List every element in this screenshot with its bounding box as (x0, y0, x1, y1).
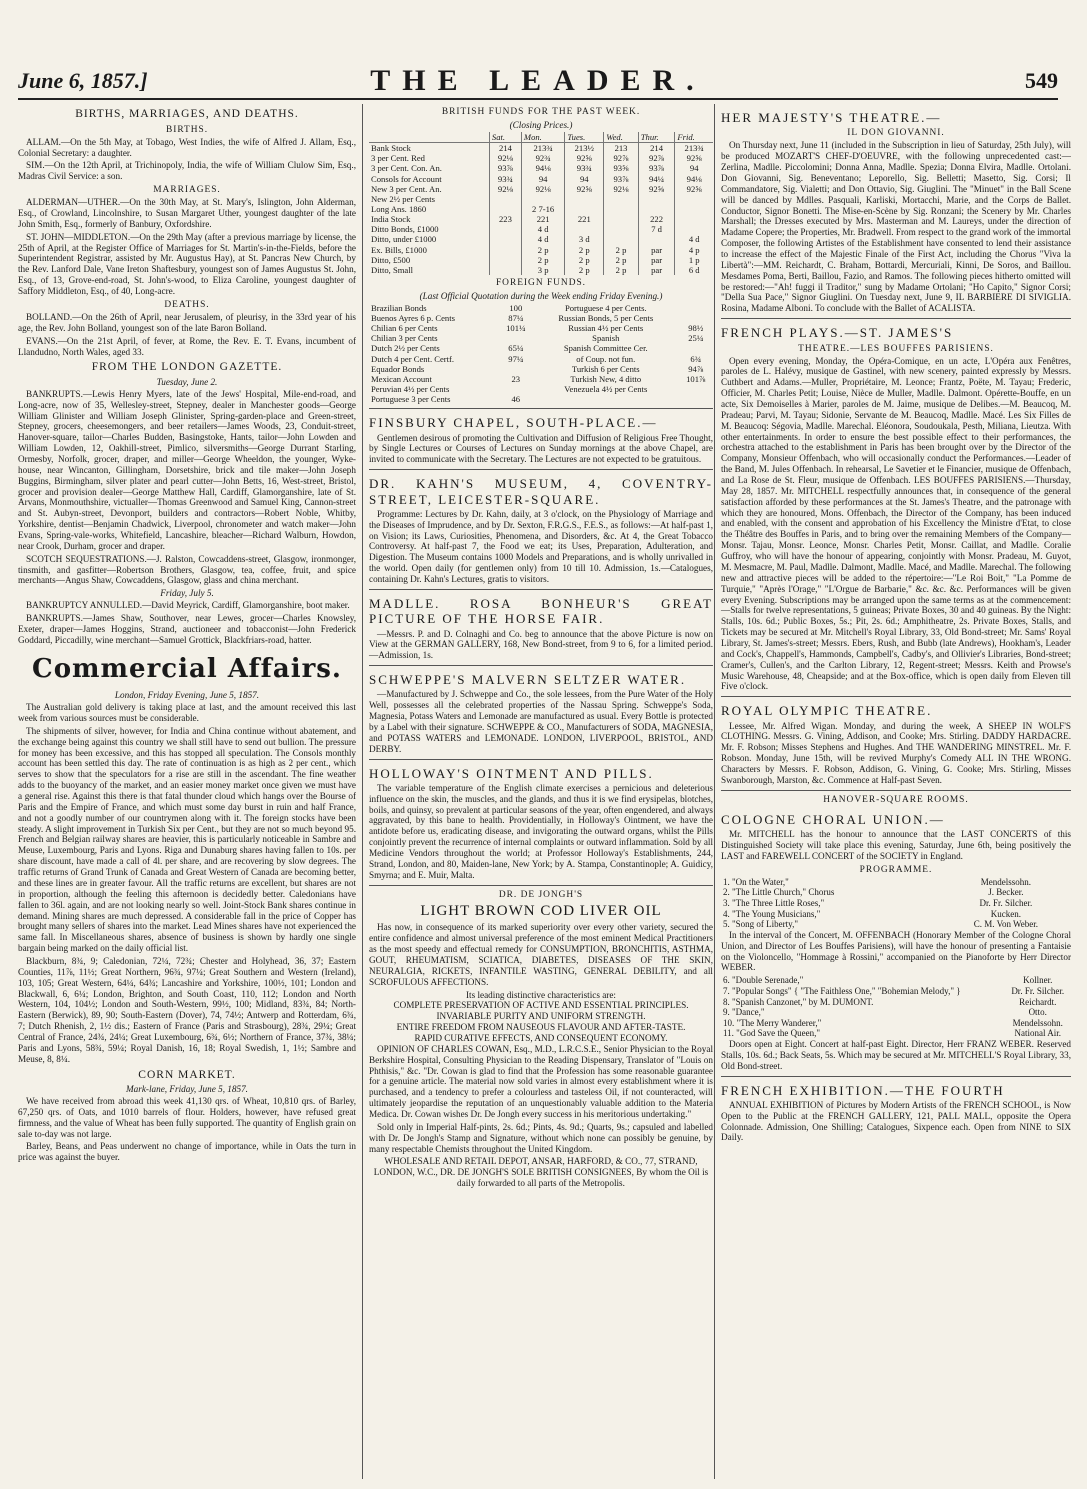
table-cell: 100 (509, 302, 523, 313)
table-cell: 11. "God Save the Queen," (723, 1028, 820, 1039)
column-1 (18, 104, 356, 1479)
divider (721, 790, 1071, 791)
table-cell: 101¼ (506, 323, 526, 334)
table-cell: Chilian 3 per Cents (371, 333, 438, 344)
table-cell: Ditto, under £1000 (371, 234, 437, 245)
table-cell (675, 214, 713, 224)
table-cell: Bank Stock (371, 143, 411, 154)
foreign-funds-row (369, 333, 713, 343)
funds-heading: BRITISH FUNDS FOR THE PAST WEEK. (441, 107, 641, 117)
table-cell (638, 234, 675, 244)
ad-pretitle: DR. DE JONGH'S (498, 889, 584, 900)
programme-table (721, 877, 1071, 930)
foreign-funds-row (369, 303, 713, 313)
table-cell: 4 p (675, 245, 713, 255)
ad-bonheur (369, 596, 713, 661)
ad-holloway (369, 766, 713, 881)
foreign-funds-row (369, 354, 713, 364)
table-cell: 92⅝ (638, 184, 675, 194)
ad-point: INVARIABLE PURITY AND UNIFORM STRENGTH. (436, 1011, 646, 1022)
table-cell: Kollner. (1023, 975, 1053, 986)
table-cell: of Coup. not fun. (576, 353, 636, 364)
death-notice: EVANS.—On the 21st April, of fever, at Rome, the Rev. E. T. Evans, incumbent of Llandudno, North Wales, aged 33. (18, 335, 356, 357)
programme-row (721, 898, 1071, 909)
table-cell: Kucken. (990, 908, 1022, 919)
table-cell: Dr. Fr. Silcher. (1011, 985, 1065, 996)
gazette-text: BANKRUPTS.—Lewis Henry Myers, late of the Jews' Hospital, Mile-end-road, and Long-acre, now of 35, Wellesley-street, Stepney, dealer in Manchester goods—George William Glinister and William Joseph Glinister, Spring-garden-place and Green-street, Stepney, grocers, cheesemongers, and beer retailers—James Woods, 23, Conduit-street, Hanover-square, tailor—Charles Budden, Basingstoke, Hants, tailor—John Lowden and William Lowden, 12, Oakhill-street, Pimlico, silversmiths—George Durrant Starling, Ormesby, Norfolk, grocer, draper, and miller—George Wheeldon, the younger, Wyke-house, near Wincanton, Gillingham, Dorsetshire, brick and tile maker—John Joseph Buggins, Birmingham, silver plater and pearl cutter—John Betts, 16, West-street, Bristol, grocer and provision dealer—George Matthew Hall, Cardiff, Glamorganshire, late of St. Arvans, Monmouthshire, victualler—Thomas Greenwood and Samuel King, Cannon-street and St. Aubyn-street, Devonport, builders and contractors—Robert Noble, Whitby, Yorkshire, dentist—Benjamin Chadwick, Liverpool, chronometer and watch maker—John Evans, Spring-vale-works, Whitefield, Lancashire, bleacher—Richard Walburn, Howdon, near Crook, Durham, grocer and draper. (18, 388, 356, 551)
divider (369, 469, 713, 470)
table-cell: Portuguese 3 per Cents (371, 394, 451, 405)
table-cell: 6. "Double Serenade," (723, 975, 804, 986)
table-cell: Ditto Bonds, £1000 (371, 224, 439, 235)
table-cell: 94⅛ (675, 174, 713, 184)
table-cell: 87¼ (508, 313, 524, 324)
table-cell (489, 194, 521, 204)
table-cell: 94 (565, 174, 604, 184)
table-cell (499, 333, 533, 343)
corn-heading: CORN MARKET. (138, 1068, 236, 1081)
divider (721, 1076, 1071, 1077)
table-cell: 2 p (565, 265, 604, 275)
table-cell: 23 (511, 373, 521, 384)
corn-paragraph: We have received from abroad this week 41,130 qrs. of Wheat, 10,810 qrs. of Barley, 67,250 qrs. of Oats, and 1010 barrels of flour. Holders, however, have refused great firmness, and the value of Wheat has been fully supported. The quantity of English grain on sale to-day was not large. (18, 1095, 356, 1139)
ad-depot: WHOLESALE AND RETAIL DEPOT, ANSAR, HARFORD, & CO., 77, STRAND, LONDON, W.C., DR. DE JONGH'S SOLE BRITISH CONSIGNEES, By whom the Oil is daily forwarded to all parts of the Metropolis. (373, 1156, 709, 1189)
table-cell (675, 194, 713, 204)
table-header: Mon. (521, 132, 564, 143)
ad-title: FRENCH EXHIBITION.—THE FOURTH (721, 1082, 1005, 1098)
british-funds-table (369, 132, 713, 275)
divider (369, 408, 713, 409)
table-cell: 92¾ (521, 153, 564, 163)
ad-title: COLOGNE CHORAL UNION.— (721, 811, 945, 827)
ad-subtitle: IL DON GIOVANNI. (847, 128, 945, 139)
table-cell: par (638, 265, 675, 275)
ad-body: Mr. MITCHELL has the honour to announce that the LAST CONCERTS of this Distinguished Society will take place this evening, Saturday, June 6th, being positively the LAST and FAREWELL CONCERT of the SOCIETY in England. (721, 829, 1071, 861)
table-cell: 221 (565, 214, 604, 224)
table-cell: 92⅛ (604, 184, 639, 194)
table-cell: Dutch 2½ per Cents (371, 343, 440, 354)
table-cell: 7. "Popular Songs" { "The Faithless One," "Bohemian Melody," } (723, 985, 961, 996)
table-cell: 3. "The Three Little Roses," (723, 898, 825, 909)
foreign-funds-heading: FOREIGN FUNDS. (495, 277, 587, 288)
table-cell (679, 394, 713, 404)
table-cell (489, 224, 521, 234)
programme-heading: PROGRAMME. (859, 864, 933, 875)
table-cell: 92⅛ (489, 184, 521, 194)
table-cell: Peruvian 4½ per Cents (371, 384, 450, 394)
ad-french-exhibition (721, 1083, 1071, 1144)
table-cell: Turkish New, 4 ditto (570, 373, 642, 384)
table-cell: Long Ans. 1860 (371, 203, 427, 214)
table-cell: 92⅞ (638, 153, 675, 163)
funds-row (369, 255, 713, 265)
divider (369, 885, 713, 886)
ad-pretitle: HANOVER-SQUARE ROOMS. (823, 794, 969, 805)
commercial-paragraph: Blackburn, 8¾, 9; Caledonian, 72¼, 72¾; Chester and Holyhead, 36, 37; Eastern Counties, 11⅞, 11½; Great Northern, 96¾, 97¼; Great Southern and Western (Ireland), 103, 105; Great Western, 64¼, 64¾; Lancashire and Yorkshire, 100½, 101; London and Blackwall, 6, 6¼; London, Brighton, and South Coast, 110, 112; London and North Western, 104, 104½; London and South-Western, 99½, 100; Midland, 83¾, 84; North-Eastern (Berwick), 89, 90; South-Eastern (Dover), 74, 74½; Antwerp and Rotterdam, 6¾, 7; Dutch Rhenish, 2, 1½ dis.; Eastern of France (Paris and Strasbourg), 28¾, 29¼; Great Central of France, 24¾, 24¼; Great Luxembourg, 6¾, 6½; Northern of France, 37¾, 38¼; Paris and Lyons, 58¾, 59¼; Royal Danish, 16, 18; Royal Swedish, 1, 1½; Sambre and Meuse, 8, 8¼. (18, 955, 356, 1064)
table-cell: Chilian 6 per Cents (371, 323, 438, 334)
table-cell: 4. "The Young Musicians," (723, 908, 821, 919)
ad-title: FRENCH PLAYS.—ST. JAMES'S (721, 325, 954, 341)
table-cell (638, 194, 675, 204)
ad-body: On Thursday next, June 11 (included in the Subscription in lieu of Saturday, 25th July), will be produced MOZART'S CHEF-D'OEUVRE, with the following unprecedented cast:—Zerlina, Madlle. Piccolomini; Donna Anna, Madlle. Spezia; Donna Elvira, Madlle. Ortolani. Don Giovanni, Sig. Beneventano; Leporello, Sig. Belletti; Masetto, Sig. Corsi; Il Commandatore, Sig. Vialetti; and Don Ottavio, Sig. Giuglini. The "Minuet" in the Ball Scene will be danced by Mdlles. Pasquali, Karliski, Mortacchi, Marie, and the Corps de Ballet. Conductor, Signor Bonetti. The Mise-en-Scène by Sig. Ronzani; the Scenery by Mr. Charles Marshall; the Dresses executed by Mrs. Masterman and M. Laureys, under the direction of Madame Copere; the Properties, Mr. Bradwell. From respect to the grand work of the immortal Composer, the following Artistes of the Establishment have consented to lend their assistance to increase the effect of the Majestic Finale of the First Act, including the Chorus "Viva la Libertà":—MM. Reichardt, C. Braham, Bottardi, Mercuriali, Kinni, De Soros, and Baillou. Mesdames Poma, Berti, Baillou, Fazio, and Ramos. The following pieces hitherto omitted will be restored:—"Ah! fuggi il Traditor," sung by Madame Ortolani; "Ho Capito," Signor Corsi; "Della Sua Pace," Signor Giuglini. On Tuesday next, June 9, IL BARBIERE DI SIVIGLIA. Rosina, Madame Alboni. To conclude with the Ballet of ACALISTA. (721, 140, 1071, 314)
table-cell (604, 214, 639, 224)
table-cell: 93⅝ (604, 163, 639, 173)
funds-row (369, 153, 713, 163)
table-cell: 92⅝ (565, 153, 604, 163)
gazette-date: Friday, July 5. (160, 588, 214, 599)
funds-subheading: (Closing Prices.) (509, 120, 573, 131)
table-cell: 223 (489, 214, 521, 224)
table-cell: 2 p (604, 245, 639, 255)
table-cell (604, 194, 639, 204)
ad-title: SCHWEPPE'S MALVERN SELTZER WATER. (369, 672, 687, 688)
table-cell (675, 204, 713, 214)
ad-title: DR. KAHN'S MUSEUM, 4, COVENTRY-STREET, LEICESTER-SQUARE. (369, 476, 713, 507)
table-cell: 92⅛ (489, 153, 521, 163)
table-cell: 94⅛ (521, 163, 564, 173)
table-cell (604, 204, 639, 214)
ad-title: ROYAL OLYMPIC THEATRE. (721, 703, 933, 719)
bmd-heading: BIRTHS, MARRIAGES, AND DEATHS. (75, 108, 299, 120)
ad-her-majestys-theatre (721, 110, 1071, 314)
issue-date: June 6, 1857.] (18, 68, 148, 93)
ad-body: —Messrs. P. and D. Colnaghi and Co. beg to announce that the above Picture is now on View at the GERMAN GALLERY, 168, New Bond-street, from 9 to 6, for a limited period.—Admission, 1s. (369, 628, 713, 661)
funds-row (369, 174, 713, 184)
table-cell: 214 (489, 143, 521, 154)
ad-point: COMPLETE PRESERVATION OF ACTIVE AND ESSENTIAL PRINCIPLES. (393, 1000, 689, 1011)
table-header: Frid. (675, 132, 713, 143)
foreign-funds-subheading: (Last Official Quotation during the Week ending Friday Evening.) (419, 291, 663, 302)
table-header: Thur. (638, 132, 675, 143)
table-cell (638, 204, 675, 214)
table-cell: Mexican Account (371, 373, 432, 384)
table-cell: 7 d (638, 224, 675, 234)
table-cell: Buenos Ayres 6 p. Cents (371, 313, 455, 324)
table-cell: 6¾ (690, 353, 702, 364)
table-cell: 221 (521, 214, 564, 224)
ad-cod-liver-oil (369, 890, 713, 1189)
funds-row (369, 184, 713, 194)
page-number: 549 (1025, 68, 1058, 93)
ad-body: ANNUAL EXHIBITION of Pictures by Modern Artists of the FRENCH SCHOOL, is Now Open to the Public at the FRENCH GALLERY, 121, PALL MALL, opposite the Opera Colonnade. Admission, One Shilling; Catalogues, Sixpence each. Open from NINE to SIX Daily. (721, 1099, 1071, 1143)
table-cell: 2 p (521, 245, 564, 255)
table-cell: 92⅝ (675, 153, 713, 163)
divider (721, 696, 1071, 697)
programme-row (721, 997, 1071, 1008)
table-cell: Venezuela 4½ per Cents (564, 384, 648, 394)
divider (369, 589, 713, 590)
table-cell: 214 (638, 143, 675, 154)
funds-row (369, 245, 713, 255)
table-cell: 93⅞ (604, 174, 639, 184)
table-cell: 65¼ (508, 343, 524, 354)
column-3 (714, 104, 1071, 1479)
ad-point: RAPID CURATIVE EFFECTS, AND CONSEQUENT ECONOMY. (414, 1033, 668, 1044)
table-cell: 2 p (565, 245, 604, 255)
table-cell: Otto. (1028, 1007, 1047, 1018)
table-cell: New 3 per Cent. An. (371, 183, 442, 194)
ad-title: MADLLE. ROSA BONHEUR'S GREAT PICTURE OF THE HORSE FAIR. (369, 595, 713, 627)
table-cell: 213¾ (521, 143, 564, 154)
programme-row (721, 1007, 1071, 1018)
programme-row (721, 986, 1071, 997)
table-cell: Spanish (592, 333, 620, 344)
table-cell: Mendelssohn. (980, 876, 1032, 887)
ad-title: HOLLOWAY'S OINTMENT AND PILLS. (369, 765, 654, 781)
table-cell (499, 384, 533, 394)
birth-notice: ALLAM.—On the 5th May, at Tobago, West Indies, the wife of Alfred J. Allam, Esq., Colonial Secretary: a daughter. (18, 136, 356, 158)
foreign-funds-row (369, 313, 713, 323)
table-cell: 2 7-16 (521, 204, 564, 214)
table-cell (489, 255, 521, 265)
ad-point: Its leading distinctive characteristics are: (465, 989, 616, 1000)
table-cell: Consols for Account (371, 173, 442, 184)
table-cell: 92⅛ (521, 184, 564, 194)
ad-body: Gentlemen desirous of promoting the Cultivation and Diffusion of Religious Free Thought, by Single Lectures or Courses of Lectures on Sunday mornings at the above Chapel, are invited to communicate with the Secretary. The Lectures are not expected to be gratuitous. (369, 432, 713, 465)
table-cell: Brazilian Bonds (371, 302, 427, 313)
table-cell: 213¾ (675, 143, 713, 154)
ad-kahn-museum (369, 476, 713, 585)
table-cell: Reichardt. (1019, 996, 1057, 1007)
ad-body: —Manufactured by J. Schweppe and Co., the sole lessees, from the Pure Water of the Holy Well, possesses all the celebrated properties of the Nassau Spring. Schweppe's Soda, Magnesia, Potass Waters and Lemonade are manufactured as usual. Every Bottle is protected by a Label with their signature. SCHWEPPE & CO., Manufacturers of SODA, MAGNESIA, and POTASS WATERS and LEMONADE. LONDON, LIVERPOOL, BRISTOL, AND DERBY. (369, 689, 713, 754)
table-cell: Spanish Committee Cer. (563, 343, 648, 354)
programme-row (721, 1028, 1071, 1039)
table-cell: 93⅞ (489, 163, 521, 173)
births-heading: BIRTHS. (165, 124, 209, 135)
ad-finsbury (369, 415, 713, 465)
table-cell: Dutch 4 per Cent. Certf. (371, 353, 455, 364)
table-cell: 94 (521, 174, 564, 184)
table-cell (604, 234, 639, 244)
funds-row (369, 224, 713, 234)
table-header: Tues. (565, 132, 604, 143)
table-cell (679, 303, 713, 313)
page-header (18, 58, 1058, 100)
birth-notice: SIM.—On the 12th April, at Trichinopoly, India, the wife of William Clulow Sim, Esq., Madras Civil Service: a son. (18, 160, 356, 182)
masthead-title: THE LEADER. (370, 64, 706, 97)
table-cell: 94¼ (638, 174, 675, 184)
foreign-funds-row (369, 394, 713, 404)
divider (369, 665, 713, 666)
funds-row (369, 204, 713, 214)
programme-table-2 (721, 975, 1071, 1039)
table-cell: 3 p (521, 265, 564, 275)
table-cell: 93⅞ (638, 163, 675, 173)
table-cell (489, 204, 521, 214)
table-cell: 2. "The Little Church," Chorus (723, 887, 835, 898)
table-cell: 2 p (604, 255, 639, 265)
table-cell (565, 224, 604, 234)
ad-body: Has now, in consequence of its marked superiority over every other variety, secured the entire confidence and almost universal preference of the most eminent Medical Practitioners as the most speedy and effectual remedy for CONSUMPTION, BRONCHITIS, ASTHMA, GOUT, RHEUMATISM, SCIATICA, DIABETES, DISEASES OF THE SKIN, NEURALGIA, RICKETS, INFANTILE WASTING, GENERAL DEBILITY, and all SCROFULOUS AFFECTIONS. (369, 922, 713, 987)
table-cell: 9. "Dance," (723, 1007, 765, 1018)
table-header: Sat. (489, 132, 521, 143)
table-cell (489, 265, 521, 275)
table-cell: J. Becker. (988, 887, 1024, 898)
table-cell: Mendelssohn. (1012, 1017, 1063, 1028)
table-cell (565, 194, 604, 204)
table-cell: Ditto, Small (371, 264, 414, 275)
table-cell: New 2½ per Cents (371, 193, 435, 204)
table-cell: 25¼ (688, 333, 704, 344)
table-cell: Turkish 6 per Cents (571, 363, 640, 374)
table-cell (679, 384, 713, 394)
funds-row (369, 143, 713, 154)
table-cell: India Stock (371, 214, 411, 225)
funds-row (369, 265, 713, 275)
table-cell: 4 d (521, 224, 564, 234)
ad-point: ENTIRE FREEDOM FROM NAUSEOUS FLAVOUR AND AFTER-TASTE. (396, 1022, 686, 1033)
table-cell: 94⅞ (688, 363, 704, 374)
table-cell: 92⅞ (604, 153, 639, 163)
ad-french-plays (721, 325, 1071, 692)
table-cell: National Air. (1014, 1028, 1061, 1039)
table-cell: 101⅞ (686, 373, 706, 384)
table-cell (521, 194, 564, 204)
table-cell: Dr. Fr. Silcher. (979, 898, 1033, 909)
ad-body: Programme: Lectures by Dr. Kahn, daily, at 3 o'clock, on the Physiology of Marriage and the Diseases of Imprudence, and by Dr. Sexton, F.R.G.S., F.E.S., as follows:—At half-past 1, on Vision; its Laws, Curiosities, Phenomena, and Disorders, &c. At 4, the Great Tobacco Controversy. At half-past 7, the Food we eat; its Uses, Preparation, Adulteration, and Digestion. The Museum contains 1000 Models and Preparations, and is wholly unrivalled in the world. Open daily (for gentlemen only) from 10 till 10. Admission, 1s.—Catalogues, containing Dr. Kahn's Lectures, gratis to visitors. (369, 508, 713, 584)
table-cell: 2 p (565, 255, 604, 265)
column-2 (362, 104, 713, 1479)
table-cell: 97¼ (508, 353, 524, 364)
programme-interval: In the interval of the Concert, M. OFFENBACH (Honorary Member of the Cologne Choral Union, and Director of Les Bouffes Parisiens), will have the honour of presenting a Fantaisie on the Violoncello, "Hommage à Rossini," accompanied on the Pianoforte by Herr Director WEBER. (721, 929, 1071, 973)
foreign-funds-row (369, 374, 713, 384)
table-cell: Portuguese 4 per Cents. (564, 302, 647, 313)
ad-royal-olympic (721, 703, 1071, 785)
table-cell: Ditto, £500 (371, 254, 411, 265)
gazette-date: Tuesday, June 2. (156, 377, 218, 388)
table-cell (489, 234, 521, 244)
programme-row (721, 877, 1071, 888)
table-cell: 93¾ (565, 163, 604, 173)
commercial-paragraph: The Australian gold delivery is taking place at last, and the amount received this last week from various sources must be considerable. (18, 702, 356, 724)
table-cell (604, 224, 639, 234)
funds-row (369, 234, 713, 244)
marriage-notice: ALDERMAN—UTHER.—On the 30th May, at St. Mary's, Islington, John Alderman, Esq., of Crowland, Lincolnshire, to Susan Margaret Uther, youngest daughter of the late John Smith, Esq., formerly of Banbury, Oxfordshire. (18, 197, 356, 229)
table-cell: 92⅝ (675, 184, 713, 194)
ad-subtitle: THEATRE.—LES BOUFFES PARISIENS. (798, 343, 994, 354)
ad-title: HER MAJESTY'S THEATRE.— (721, 110, 942, 125)
table-cell (679, 313, 713, 323)
table-cell: 98½ (688, 323, 704, 334)
table-cell: C. M. Von Weber. (973, 919, 1039, 930)
foreign-funds-row (369, 343, 713, 353)
table-cell: 46 (511, 394, 521, 405)
ad-title: LIGHT BROWN COD LIVER OIL (420, 902, 662, 919)
ad-cologne-choral (721, 795, 1071, 1072)
table-cell: 93¾ (489, 174, 521, 184)
table-cell: 5. "Song of Liberty," (723, 919, 799, 930)
commercial-dateline: London, Friday Evening, June 5, 1857. (114, 690, 260, 701)
table-cell: par (638, 245, 675, 255)
divider (721, 318, 1071, 319)
programme-row (721, 909, 1071, 920)
death-notice: BOLLAND.—On the 26th of April, near Jerusalem, of pleurisy, in the 33rd year of his age, the Rev. John Bolland, youngest son of the late Baron Bolland. (18, 312, 356, 333)
table-cell: 3 per Cent. Con. An. (371, 163, 442, 174)
table-cell: Russian Bonds, 5 per Cents (558, 313, 654, 324)
table-cell: 1. "On the Water," (723, 876, 789, 887)
gazette-heading: FROM THE LONDON GAZETTE. (91, 361, 283, 374)
programme-row (721, 975, 1071, 986)
gazette-text: BANKRUPTS.—James Shaw, Southover, near Lewes, grocer—Charles Knowsley, Exeter, draper—James Hoggins, Strand, auctioneer and tobacconist—John Frederick Goddard, Piccadilly, wine merchant—Samuel Grottick, Blackfriars-road, hatter. (18, 613, 356, 645)
ad-body: Open every evening, Monday, the Opéra-Comique, en un acte, L'Opéra aux Fenêtres, paroles de L. Halévy, musique de Gastinel, with new scenery, painted expressly by Messrs. Cuthbert and Adams.—Muller, Propriétaire, M. Leonce; Frantz, Poëte, M. Tayau; Frederic, Officier, M. Charles Petit; Louise, Nièce de Muller, Madlle. Dalmont. Opérette-Bouffe, en un acte, Six Demoiselles à Marier, paroles de M. Jaime, musique de Delibes.—M. Beaucoq, M. Pradeau; Parvi, M. Tayau; Sidonie, Servante de M. Beaucoq, Madlle. Macé. Les Six Filles de M. Beaucoq: Ségovia, Madlle. Marechal. Eléonora, Soudoukala, Pesth, Miliana, Lieutza. With other entertainments. In order to ensure the best possible effect to their performances, the orchestra attached to the establishment in Paris has been brought over by the Director of the Company, Monsieur Offenbach, who will occasionally conduct the Performances.—Leader of the Band, M. Jules Offenbach. In rehearsal, Le Savetier et le Financier, musique de Offenbach, and La Rose de St. Fleur, musique de Offenbach. LES BOUFFES PARISIENS.—Thursday, May 28, 1857. Mr. MITCHELL respectfully announces that, in consequence of the general satisfaction afforded by these performances at the St. James's Theatre, and the patronage with which they are honoured, Mons. Offenbach, the Director of the Company, has been induced and enabled, with the consent and approbation of his Excellency the Ministre d'Etat, to close the Théâtre des Bouffes in Paris, and to bring over the remaining Members of the Company—Monsr. Tajau, Monsr. Leonce, Monsr. Charles Petit, Monsr. Caillat, and Madlle. Coralie Guffroy, who will have the honour of appearing, conjointly with Monsr. Pradeau, M. Guyot, M. Mesmacre, M. Paul, Madlle. Dalmont, Madlle. Macé, and Madlle. Marechal. The following new and attractive pieces will be added to the répertoire:—"Le Roi Boit," "La Pomme de Turquie," "Après l'Orage," "L'Orgue de Barbarie," &c. &c. &c. Performances will be given every Evening. Subscriptions may be arranged upon the same terms as at the commencement:—Stalls for twelve representations, 5 guineas; Private Boxes, 30 and 40 guineas. By the Night: Stalls, 10s. 6d.; Public Boxes, 5s.; Pit, 2s. 6d.; Amphitheatre, 2s. Private Boxes, Stalls, and Tickets may be secured at Mr. Mitchell's Royal Library, 33, Old Bond-street; Mr. Sams' Royal Library, St. James's-street; Messrs. Ebers, Rush, and Bubb (late Andrews), Hookham's, Leader and Cock's, Chappell's, Hammonds, Campbell's, Cadby's, and Ollivier's Libraries, Bond-street; Cramer's, Cullen's, and the Carlton Library, 12, Regent-street; Messrs. Keith and Prowse's Music Warehouse, 48, Cheapside; and at the Box-office, which is open daily from Eleven till Five o'clock. (721, 355, 1071, 692)
table-cell (533, 394, 679, 404)
programme-row (721, 1018, 1071, 1029)
deaths-heading: DEATHS. (164, 299, 210, 310)
ad-schweppe (369, 672, 713, 754)
foreign-funds-row (369, 323, 713, 333)
table-cell: 92⅝ (565, 184, 604, 194)
table-cell (499, 364, 533, 374)
table-cell: 2 p (521, 255, 564, 265)
funds-row (369, 214, 713, 224)
table-cell: Russian 4½ per Cents (568, 323, 644, 334)
table-cell (675, 224, 713, 234)
table-header (369, 132, 489, 143)
marriage-notice: ST. JOHN—MIDDLETON.—On the 29th May (after a previous marriage by license, the 25th of April, at the Register Office of Marriages for St. Martin's-in-the-Fields, before the Superintendent Registrar, assisted by Mr. Augustus Hay), at St. Pancras New Church, by the Rev. Lanford Dale, Vane Ireton Shaftesbury, youngest son of James Augustus St. John, Esq., of 13, Grove-end-road, St. John's-wood, to Eliza Caroline, youngest daughter of Saffory Middleton, Esq., of 40, Long-acre. (18, 231, 356, 297)
table-cell: 213 (604, 143, 639, 154)
table-cell: 10. "The Merry Wanderer," (723, 1017, 822, 1028)
table-cell: 8. "Spanish Canzonet," by M. DUMONT. (723, 996, 874, 1007)
table-cell: 4 d (675, 234, 713, 244)
commercial-paragraph: The shipments of silver, however, for India and China continue without abatement, and the exchange being against this country we shall still have to send out bullion. The pressure for money has been excessive, and this has stopped all speculation. The Consols monthly account has been settled this day. The rate of continuation is as high as 2 per cent., which serves to show that the speculators for a rise are still in the ascendant. The fine weather adds to the buoyancy of the market, and an easier money market once given we must have a general rise. Against this there is that fatal thunder cloud which hangs over the Bourse of Paris and the Empire of France, and which must some day burst in ruin and half France, and not a goodly number of our countrymen along with it. The foreign stocks have been steady. A slight improvement in Turkish Six per Cent., but they are not so much beyond 95. French and Belgian railway shares are heavier, this is particularly noticeable in Sambre and Meuse, Luxembourg, Paris and Lyons. Riga and Dunaburg shares having fallen to 10s. per share discount, have made a call of 4l. per share, and are recovering by slow degrees. The traffic returns of Grand Trunk of Canada and Great Western of Canada are becoming better, and these lines are in greater favour. All the traffic returns are excellent, but shares are not in proportion, although the feeling this afternoon is decidedly better. Caledonians have fallen to 36l. again, and are not looking nearly so well. Joint-Stock Bank shares continue in demand. Mining shares are much depressed. A considerable fall in the price of Copper has brought many sellers of shares into the market. Lead Mines shares have not experienced the same fall. In Miscellaneous shares, absence of business is shown by hardly one single bargain being marked on the daily official list. (18, 725, 356, 954)
foreign-funds-row (369, 364, 713, 374)
funds-row (369, 163, 713, 173)
foreign-funds-table (369, 303, 713, 404)
table-cell: 213½ (565, 143, 604, 154)
table-cell: 1 p (675, 255, 713, 265)
table-cell: 3 per Cent. Red (371, 153, 425, 164)
divider (369, 759, 713, 760)
programme-row (721, 887, 1071, 898)
table-cell: 2 p (604, 265, 639, 275)
ad-body: The variable temperature of the English climate exercises a pernicious and deleterious influence on the skin, the muscles, and the glands, and thus it is we find erysipelas, blotches, boils, and quinsy, so prevalent at particular seasons of the year, often engendered, and always aggravated, by this bane to health. Providentially, in Holloway's Ointment, we have the antidote before us, eradicating disease, and invigorating the outward organs, whilst the Pills conjointly prevent the recurrence of internal complaints or outward inflammation. Sold by all Medicine Vendors throughout the world; at Professor Holloway's Establishments, 244, Strand, London, and 80, Maiden-lane, New York; by A. Stampa, Constantinople; A. Guidicy, Smyrna; and E. Muir, Malta. (369, 782, 713, 880)
table-cell: par (638, 255, 675, 265)
table-cell: 3 d (565, 234, 604, 244)
table-cell: 6 d (675, 265, 713, 275)
table-cell (679, 343, 713, 353)
ad-opinion: OPINION OF CHARLES COWAN, Esq., M.D., L.R.C.S.E., Senior Physician to the Royal Berkshire Hospital, Consulting Physician to the Reading Dispensary, Translator of "Louis on Phthisis," &c. "Dr. Cowan is glad to find that the Profession has some reasonable guarantee for a genuine article. The material now sold varies in almost every establishment where it is purchased, and a tendency to prefer a colourless and tasteless Oil, if not counteracted, will ultimately jeopardise the reputation of an unquestionably valuable addition to the Materia Medica. Dr. Cowan wishes Dr. De Jongh every success in his meritorious undertaking." (369, 1043, 713, 1120)
programme-end: Doors open at Eight. Concert at half-past Eight. Director, Herr FRANZ WEBER. Reserved Stalls, 10s. 6d.; Back Seats, 5s. Which may be secured at Mr. MITCHELL'S Royal Library, 33, Old Bond-street. (721, 1038, 1071, 1071)
table-cell: Equador Bonds (371, 363, 425, 374)
corn-paragraph: Barley, Beans, and Peas underwent no change of importance, while in Oats the turn in price was against the buyer. (18, 1141, 356, 1163)
table-cell: 222 (638, 214, 675, 224)
ad-title: FINSBURY CHAPEL, SOUTH-PLACE.— (369, 415, 658, 431)
ad-body: Lessee, Mr. Alfred Wigan. Monday, and during the week, A SHEEP IN WOLF'S CLOTHING. Messrs. G. Vining, Addison, and Cooke; Mrs. Stirling. DADDY HARDACRE. Mr. F. Robson; Misses Stephens and Hughes. And THE WANDERING MINSTREL. Mr. F. Robson. Monday, June 15th, will be revived Murphy's Comedy ALL IN THE WRONG. Characters by Messrs. F. Robson, Addison, G. Vining, G. Cooke; Mrs. Stirling, Misses Swanborough, Marston, &c. Commence at Half-past Seven. (721, 720, 1071, 785)
table-cell: 4 d (521, 234, 564, 244)
marriages-heading: MARRIAGES. (153, 185, 221, 196)
ad-sold: Sold only in Imperial Half-pints, 2s. 6d.; Pints, 4s. 9d.; Quarts, 9s.; capsuled and labelled with Dr. De Jongh's Stamp and Signature, without which none can possibly be genuine, by many respectable Chemists throughout the United Kingdom. (369, 1121, 713, 1154)
table-cell: 94 (675, 163, 713, 173)
table-cell: Ex. Bills, £1000 (371, 244, 427, 255)
table-cell (489, 245, 521, 255)
foreign-funds-row (369, 384, 713, 394)
corn-dateline: Mark-lane, Friday, June 5, 1857. (126, 1084, 248, 1095)
gazette-text: BANKRUPTCY ANNULLED.—David Meyrick, Cardiff, Glamorganshire, boot maker. (26, 600, 350, 611)
table-cell (565, 204, 604, 214)
gazette-text: SCOTCH SEQUESTRATIONS.—J. Ralston, Cowcaddens-street, Glasgow, ironmonger, tinsmith, and gasfitter—Robertson Brothers, Glasgow, tea, coffee, fruit, and spice merchants—Angus Shaw, Cowcaddens, Glasgow, glass and china merchant. (18, 553, 356, 586)
table-header: Wed. (604, 132, 639, 143)
programme-row (721, 919, 1071, 930)
funds-row (369, 194, 713, 204)
commercial-heading: Commercial Affairs. (32, 653, 342, 684)
